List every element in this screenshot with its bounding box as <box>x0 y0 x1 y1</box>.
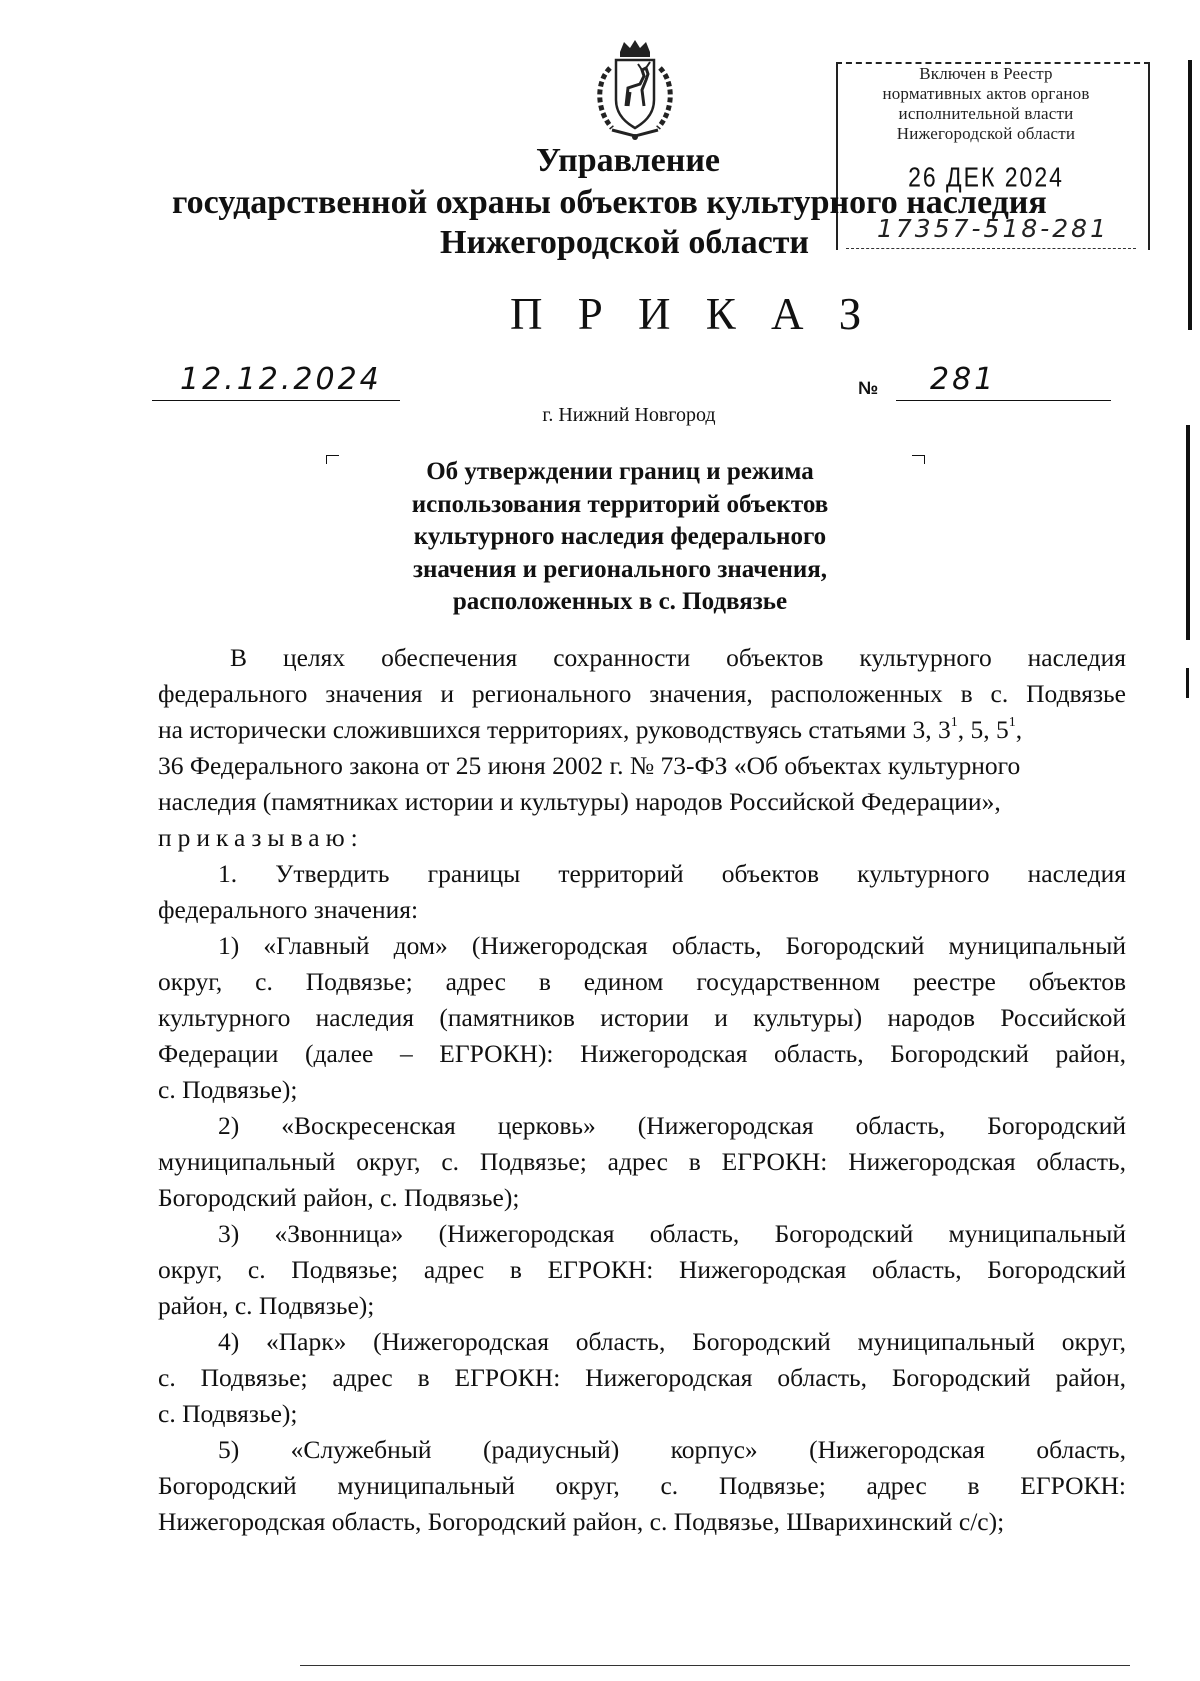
body-line: 4) «Парк» (Нижегородская область, Богородский муниципальный округ, <box>218 1327 1126 1356</box>
body-line: Богородский район, с. Подвязье); <box>158 1183 520 1212</box>
scan-edge-mark <box>1186 668 1189 698</box>
body-line: В целях обеспечения сохранности объектов культурного наследия <box>230 643 1126 672</box>
org-name-line-2: государственной охраны объектов культурного наследия <box>172 184 1047 221</box>
body-line: с. Подвязье); <box>158 1399 298 1428</box>
order-date: 12.12.2024 <box>180 362 382 397</box>
order-number: 281 <box>930 362 997 397</box>
body-line: Федерации (далее – ЕГРОКН): Нижегородская область, Богородский район, <box>158 1039 1126 1068</box>
stamp-line-4: Нижегородской области <box>896 124 1076 143</box>
coat-of-arms-icon <box>590 38 680 144</box>
subject-line: использования территорий объектов <box>411 490 829 518</box>
body-text: , <box>1015 715 1023 744</box>
body-line: 1. Утвердить границы территорий объектов культурного наследия <box>218 859 1126 888</box>
org-name-line-1: Управление <box>536 142 721 179</box>
body-line: 2) «Воскресенская церковь» (Нижегородская область, Богородский <box>218 1111 1126 1140</box>
stamp-line-3: исполнительной власти <box>898 104 1074 123</box>
org-name-line-3: Нижегородской области <box>440 224 809 261</box>
subject-line: значения и регионального значения, <box>412 555 828 583</box>
body-line: с. Подвязье; адрес в ЕГРОКН: Нижегородская область, Богородский район, <box>158 1363 1126 1392</box>
body-line: муниципальный округ, с. Подвязье; адрес в ЕГРОКН: Нижегородская область, <box>158 1147 1126 1176</box>
order-subject <box>340 456 900 619</box>
body-line: район, с. Подвязье); <box>158 1291 375 1320</box>
subject-line: культурного наследия федерального <box>413 523 827 550</box>
body-line: 1) «Главный дом» (Нижегородская область, Богородский муниципальный <box>218 931 1126 960</box>
body-line-with-superscripts <box>158 712 1126 748</box>
body-line: Богородский муниципальный округ, с. Подвязье; адрес в ЕГРОКН: <box>158 1471 1126 1500</box>
subject-corner-left <box>326 455 339 464</box>
scan-edge-mark <box>1186 425 1190 640</box>
order-verb: приказываю: <box>158 823 364 852</box>
superscript: 1 <box>950 714 958 730</box>
document-type-title: П Р И К А З <box>510 289 874 339</box>
number-sign: № <box>858 378 879 398</box>
subject-line: расположенных в с. Подвязье <box>452 588 788 615</box>
body-line: 36 Федерального закона от 25 июня 2002 г. № 73-ФЗ «Об объектах культурного <box>158 751 1021 780</box>
registry-stamp <box>836 58 1154 258</box>
page-bottom-line <box>300 1665 1130 1666</box>
body-line: федерального значения: <box>158 895 419 924</box>
number-underline <box>896 400 1111 401</box>
body-line: 3) «Звонница» (Нижегородская область, Богородский муниципальный <box>218 1219 1126 1248</box>
body-text: на исторически сложившихся территориях, руководствуясь статьями 3, 3 <box>158 715 951 744</box>
order-body <box>158 640 1126 1540</box>
body-line: Нижегородская область, Богородский район, с. Подвязье, Шварихинский с/с); <box>158 1507 1005 1536</box>
body-text: , 5, 5 <box>957 715 1009 744</box>
body-line: 5) «Служебный (радиусный) корпус» (Нижегородская область, <box>218 1435 1126 1464</box>
scan-edge-mark <box>1188 60 1192 330</box>
stamp-date: 26 ДЕК 2024 <box>908 161 1064 193</box>
body-line: округ, с. Подвязье; адрес в едином государственном реестре объектов <box>158 967 1126 996</box>
body-line: с. Подвязье); <box>158 1075 298 1104</box>
city-line: г. Нижний Новгород <box>542 404 716 426</box>
subject-corner-right <box>912 455 925 464</box>
body-line: федерального значения и регионального значения, расположенных в с. Подвязье <box>158 679 1126 708</box>
body-line: наследия (памятниках истории и культуры) народов Российской Федерации», <box>158 787 1001 816</box>
superscript: 1 <box>1008 714 1016 730</box>
stamp-line-2: нормативных актов органов <box>882 84 1090 103</box>
stamp-line-1: Включен в Реестр <box>919 64 1053 83</box>
date-underline <box>152 400 400 401</box>
stamp-underline <box>846 248 1136 249</box>
subject-line: Об утверждении границ и режима <box>426 458 814 485</box>
body-line: культурного наследия (памятников истории и культуры) народов Российской <box>158 1003 1126 1032</box>
stamp-reg-number: 17357-518-281 <box>876 214 1109 243</box>
body-line: округ, с. Подвязье; адрес в ЕГРОКН: Нижегородская область, Богородский <box>158 1255 1126 1284</box>
